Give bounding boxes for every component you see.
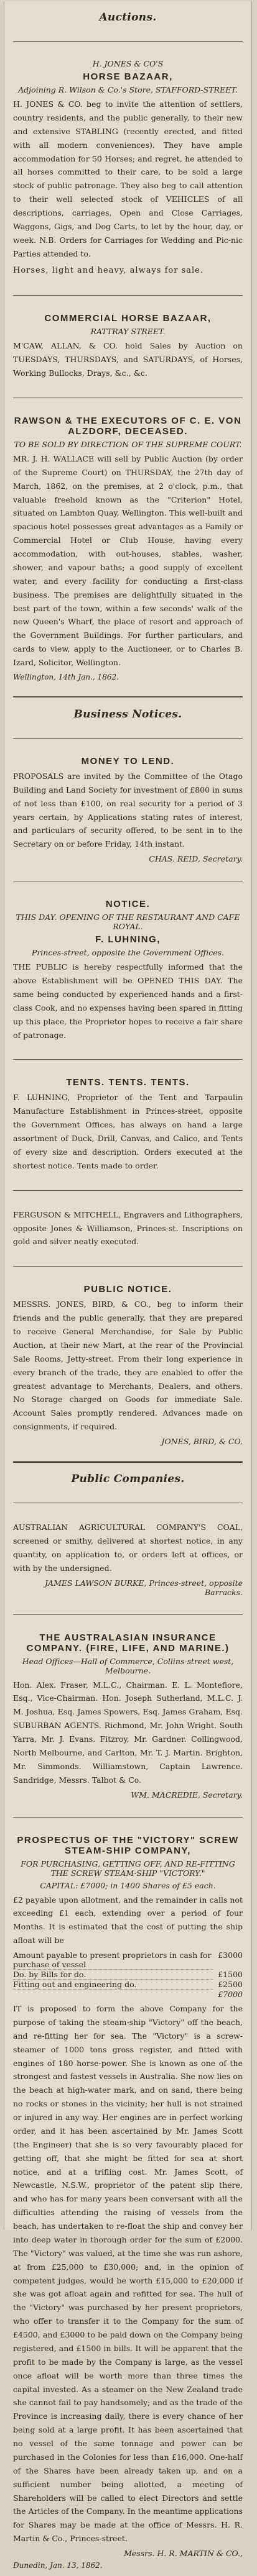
ad-money-to-lend: [13, 750, 243, 870]
ad-address: Head Offices—Hall of Commerce, Collins-street west, Melbourne.: [13, 1657, 243, 1675]
section-heading-auctions: Auctions.: [13, 1, 243, 30]
ad-address: Princes-street, opposite the Government Offices.: [13, 948, 243, 957]
amount-row: [13, 1970, 243, 1980]
section-heading-business: Business Notices.: [13, 698, 243, 727]
ad-signature: JAMES LAWSON BURKE, Princes-street, opposite Barracks.: [13, 1578, 243, 1597]
ad-intro: £2 payable upon allotment, and the remainder in calls not exceeding £1 each, extending over a period of four Months. It is estimated that the cost of putting the ship afloat will be: [13, 1893, 243, 1948]
newspaper-page: [4, 1, 252, 2230]
companies-section: [13, 1463, 243, 2576]
ad-rule: [13, 1266, 243, 1267]
ad-subtitle: TO BE SOLD BY DIRECTION OF THE SUPREME COURT.: [13, 440, 243, 449]
ad-rule: [13, 295, 243, 296]
section-rule: [13, 738, 243, 739]
ad-title: COMMERCIAL HORSE BAZAAR,: [13, 313, 243, 324]
ad-body: PROPOSALS are invited by the Committee of the Otago Building and Land Society for investment of £800 in sums of not less than £100, on real security for a period of 3 years certain, by Applications stating rates of interest, and particulars of security offered, to be sent in to the Secretary on or before Friday, 14th instant.: [13, 770, 243, 851]
ad-title: PUBLIC NOTICE.: [13, 1284, 243, 1295]
auctions-section: [13, 1, 243, 688]
ad-date: Dunedin, Jan. 13, 1862.: [13, 2561, 243, 2570]
ad-title: MONEY TO LEND.: [13, 756, 243, 767]
ad-address: RATTRAY STREET.: [13, 327, 243, 336]
ad-title: NOTICE.: [13, 899, 243, 909]
amount-label: Fitting out and engineering do.: [13, 1980, 213, 1990]
amount-row: [13, 1950, 243, 1970]
ad-rawson: [13, 409, 243, 688]
ad-agricultural-company: [13, 1514, 243, 1603]
ad-body: THE PUBLIC is hereby respectfully informed that the above Establishment will be OPENED THIS DAY. The same being conducted by experienced hands and a first-class Cook, and no expenses having been spared in fitting up this place, the Proprietor hopes to receive a fair share of patronage.: [13, 960, 243, 1042]
ad-body: H. JONES & CO. beg to invite the attention of settlers, country residents, and the public generally, to their new and extensive STABLING (recently erected, and fitted with all modern conveniences). They have ample accommodation for 50 Horses; and regret, he attended to all horses committed to their care, to be sold a large stock of public patronage. They also beg to call attention to their well selected stock of VEHICLES of all descriptions, carriages, Open and Close Carriages, Waggons, Gigs, and Dog Carts, to let by the hour, day, or week. N.B. Orders for Carriages for Wedding and Pic-nic Parties attended to.: [13, 98, 243, 261]
ad-title: TENTS. TENTS. TENTS.: [13, 1077, 243, 1088]
ad-capital: CAPITAL: £7000; in 1400 Shares of £5 each.: [13, 1881, 243, 1890]
ad-agent: Messrs. H. R. MARTIN & CO.,: [13, 2549, 243, 2558]
ad-title: HORSE BAZAAR,: [13, 71, 243, 82]
amount-value: £3000: [218, 1950, 243, 1970]
ad-title: PROSPECTUS OF THE "VICTORY" SCREW STEAM-SHIP COMPANY,: [13, 1835, 243, 1856]
section-heading-companies: Public Companies.: [13, 1463, 243, 1491]
ad-amount-list: [13, 1950, 243, 1999]
ad-commercial-bazaar: [13, 307, 243, 386]
amount-row: [13, 1980, 243, 1990]
ad-ferguson: [13, 1202, 243, 1255]
ad-tents: [13, 1071, 243, 1178]
ad-body: IT is proposed to form the above Company for the purpose of taking the steam-ship "Victory" off the beach, and re-fitting her for sea. The "Victory" is a screw-steamer of 1000 tons gross register, and fitted with engines of 180 horse-power. She is known as one of the strongest and fastest vessels in Australia. She now lies on the beach at high-water mark, and on sand, there being no rocks or stones in the vicinity; her hull is not strained or injured in any way. Her engines are in perfect working order, and it has been ascertained by Mr. James Scott (the Engineer) that she is so very favourably placed for getting off, that she might be fitted for sea at short notice, and at a trifling cost. Mr. James Scott, of Newcastle, N.S.W., proprietor of the patent slip there, and who has for many years been conversant with all the difficulties attending the raising of vessels from the beach, has undertaken to re-float the ship and convey her into deep water in thorough order for the sum of £2000. The "Victory" was valued, at the time she was run ashore, at from £25,000 to £30,000; and, in the opinion of competent judges, would be worth £15,000 to £20,000 if she was got afloat again and refitted for sea. The hull of the "Victory" was purchased by her present proprietors, who offer to transfer it to the Company for the sum of £4500, and £3000 to be paid down on the Company being registered, and £1500 in bills. It will be apparent that the profit to be made by the Company is large, as the vessel once afloat will be worth more than three times the capital invested. As a steamer on the New Zealand trade she cannot fail to pay handsomely; and as the trade of the Province is increasing daily, there is every chance of her being sold at a large profit. It has been ascertained that no vessel of the same tonnage and power can be purchased in the Colonies for less than £16,000. One-half of the Shares have been already taken up, and on a sufficient number being allotted, a meeting of Shareholders will be called to elect Directors and settle the Articles of the Company. In the meantime applications for Shares may be made at the office of Messrs. H. R. Martin & Co., Princes-street.: [13, 2002, 243, 2546]
ad-victory-prospectus: [13, 1829, 243, 2576]
ad-body: AUSTRALIAN AGRICULTURAL COMPANY'S COAL, screened or smithy, delivered at shortest notice, in any quantity, on application to, or orders left at offices, or with by the undersigned.: [13, 1521, 243, 1575]
ad-proprietor: F. LUHNING,: [13, 934, 243, 945]
ad-horse-bazaar: [13, 53, 243, 284]
ad-rule: [13, 1059, 243, 1060]
amount-value: £2500: [218, 1980, 243, 1990]
ad-title: THE AUSTRALASIAN INSURANCE COMPANY. (FIRE, LIFE, AND MARINE.): [13, 1632, 243, 1654]
business-section: [13, 698, 243, 1452]
ad-rule: [13, 1190, 243, 1191]
ad-signature: CHAS. REID, Secretary.: [13, 854, 243, 863]
ad-signature: WM. MACREDIE, Secretary.: [13, 1790, 243, 1800]
ad-subtitle: FOR PURCHASING, GETTING OFF, AND RE-FITTING THE SCREW STEAM-SHIP "VICTORY.": [13, 1859, 243, 1878]
ad-address: Adjoining R. Wilson & Co.'s Store, STAFFORD-STREET.: [13, 85, 243, 94]
ad-proprietor: H. JONES & CO'S: [13, 59, 243, 68]
advertisement-column: [4, 1, 251, 2230]
amount-total: £7000: [13, 1990, 243, 1999]
ad-body: Hon. Alex. Fraser, M.L.C., Chairman. E. L. Montefiore, Esq., Vice-Chairman. Hon. Joseph Sutherland, M.L.C. J. M. Joshua, Esq. James Spowers, Esq. James Graham, Esq. SUBURBAN AGENTS. Richmond, Mr. John Wright. South Yarra, Mr. J. Evans. Fitzroy, Mr. Gardner. Collingwood, North Melbourne, and Carlton, Mr. T. J. Martin. Brighton, Mr. Simmonds. Williamstown, Captain Lawrence. Sandridge, Messrs. Talbot & Co.: [13, 1678, 243, 1787]
ad-restaurant: [13, 893, 243, 1048]
amount-value: £1500: [218, 1970, 243, 1980]
ad-footer: Horses, light and heavy, always for sale.: [13, 264, 243, 278]
section-rule: [13, 41, 243, 42]
ad-signature: JONES, BIRD, & CO.: [13, 1437, 243, 1446]
ad-body: M'CAW, ALLAN, & CO. hold Sales by Auction on TUESDAYS, THURSDAYS, and SATURDAYS, of Horses, Working Bullocks, Drays, &c., &c.: [13, 339, 243, 380]
amount-label: Amount payable to present proprietors in cash for purchase of vessel: [13, 1950, 213, 1970]
ad-rule: [13, 1817, 243, 1818]
ad-body: F. LUHNING, Proprietor of the Tent and Tarpaulin Manufacture Establishment in Princes-street, opposite the Government Offices, has always on hand a large assortment of Duck, Drill, Canvas, and Calico, and Tents of every size and description. Orders executed at the shortest notice. Tents made to order.: [13, 1091, 243, 1172]
ad-body: MR. J. H. WALLACE will sell by Public Auction (by order of the Supreme Court) on THURSDAY, the 27th day of March, 1862, on the premises, at 2 o'clock, p.m., that valuable freehold known as the "Criterion" Hotel, situated on Lambton Quay, Wellington. This well-built and spacious hotel possesses great advantages as a Family or Commercial Hotel or Club House, having every accommodation, with out-houses, stables, washer, shower, and vapour baths; a good supply of excellent water, and every facility for conducting a first-class business. The premises are delightfully situated in the best part of the town, within a few seconds' walk of the new Queen's Wharf, the place of resort and approach of the Government Buildings. For further particulars, and cards to view, apply to the Auctioneer, or to Charles B. Izard, Solicitor, Wellington.: [13, 452, 243, 670]
ad-jones-bird: [13, 1278, 243, 1452]
ad-body: MESSRS. JONES, BIRD, & CO., beg to inform their friends and the public generally, that they are prepared to receive General Merchandise, for Sale by Public Auction, at their new Mart, at the rear of the Provincial Sale Rooms, Jetty-street. From their long experience in every branch of the trade, they are enabled to offer the greatest advantage to Merchants, Dealers, and others. No Storage charged on Goods for immediate Sale. Account Sales promptly rendered. Advances made on consignments, if required.: [13, 1298, 243, 1434]
ad-insurance: [13, 1626, 243, 1806]
ad-rule: [13, 1614, 243, 1615]
ad-subtitle: THIS DAY. OPENING OF THE RESTAURANT AND CAFE ROYAL.: [13, 913, 243, 931]
amount-label: Do. by Bills for do.: [13, 1970, 213, 1980]
ad-body: FERGUSON & MITCHELL, Engravers and Lithographers, opposite Jones & Williamson, Princes-st. Inscriptions on gold and silver neatly executed.: [13, 1208, 243, 1249]
ad-date: Wellington, 14th Jan., 1862.: [13, 673, 243, 681]
ad-title: RAWSON & THE EXECUTORS OF C. E. VON ALZDORF, DECEASED.: [13, 416, 243, 437]
